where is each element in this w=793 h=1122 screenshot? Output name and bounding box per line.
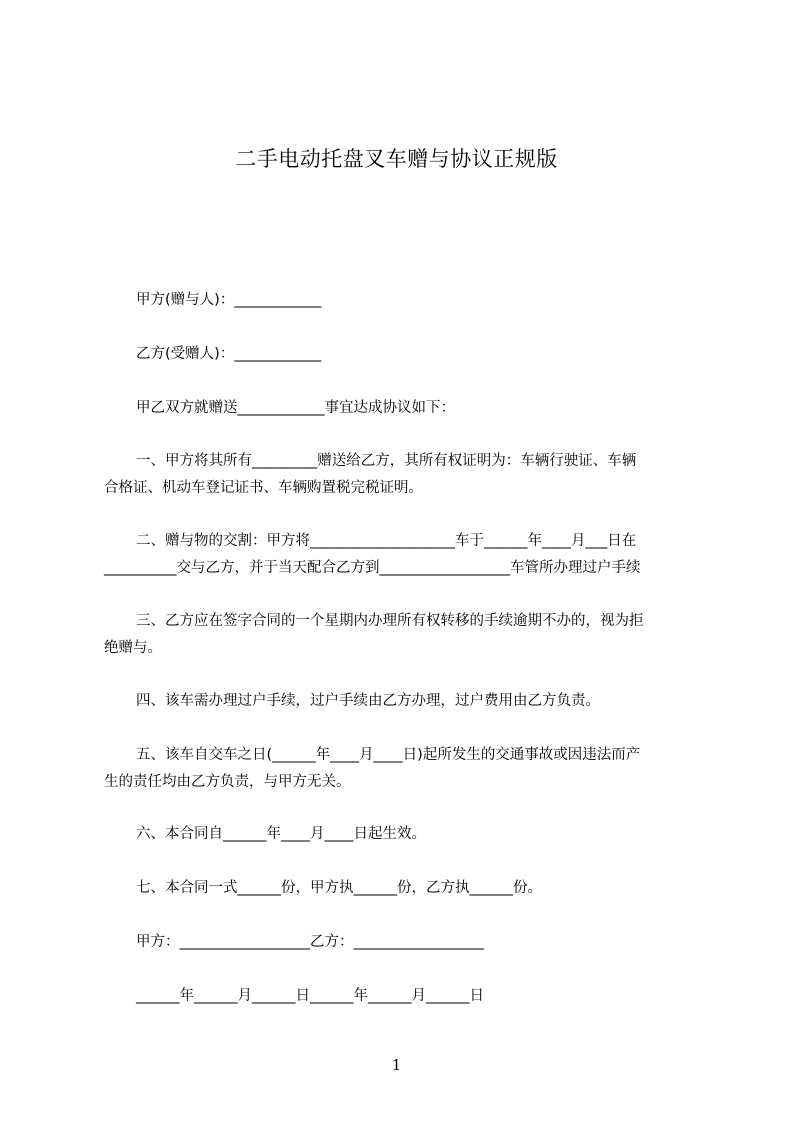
- clause-3-line-2: 绝赠与。: [104, 640, 162, 656]
- clause-2-line-1: 二、赠与物的交割：甲方将____________________车于______年____月___日在: [136, 533, 637, 549]
- clause-5-line-2: 生的责任均由乙方负责，与甲方无关。: [104, 774, 351, 790]
- party-a-line: 甲方(赠与人)：____________: [136, 292, 322, 308]
- clause-1-line-1: 一、甲方将其所有_________赠送给乙方，其所有权证明为：车辆行驶证、车辆: [136, 453, 637, 469]
- party-b-line: 乙方(受赠人)：____________: [136, 346, 322, 362]
- preamble: 甲乙双方就赠送____________事宜达成协议如下：: [136, 400, 455, 416]
- clause-3: [104, 608, 704, 662]
- document-title: 二手电动托盘叉车赠与协议正规版: [235, 147, 558, 171]
- signature-line: 甲方：__________________乙方：__________________: [136, 934, 484, 950]
- clause-2: [104, 528, 704, 582]
- clause-6: 六、本合同自______年____月____日起生效。: [136, 826, 426, 842]
- clause-1-line-2: 合格证、机动车登记证书、车辆购置税完税证明。: [104, 480, 423, 496]
- clause-5: [104, 742, 704, 796]
- date-line: ______年______月______日______年______月______日: [136, 988, 484, 1004]
- clause-7: 七、本合同一式______份，甲方执______份，乙方执______份。: [136, 880, 542, 896]
- clause-4: 四、该车需办理过户手续，过户手续由乙方办理，过户费用由乙方负责。: [136, 693, 600, 709]
- page-number: 1: [391, 1056, 402, 1074]
- clause-5-line-1: 五、该车自交车之日(______年____月____日)起所发生的交通事故或因违法而产: [136, 747, 641, 763]
- clause-2-line-2: __________交与乙方，并于当天配合乙方到__________________车管所办理过户手续: [104, 560, 641, 576]
- clause-1: [104, 448, 704, 502]
- clause-3-line-1: 三、乙方应在签字合同的一个星期内办理所有权转移的手续逾期不办的，视为拒: [136, 613, 644, 629]
